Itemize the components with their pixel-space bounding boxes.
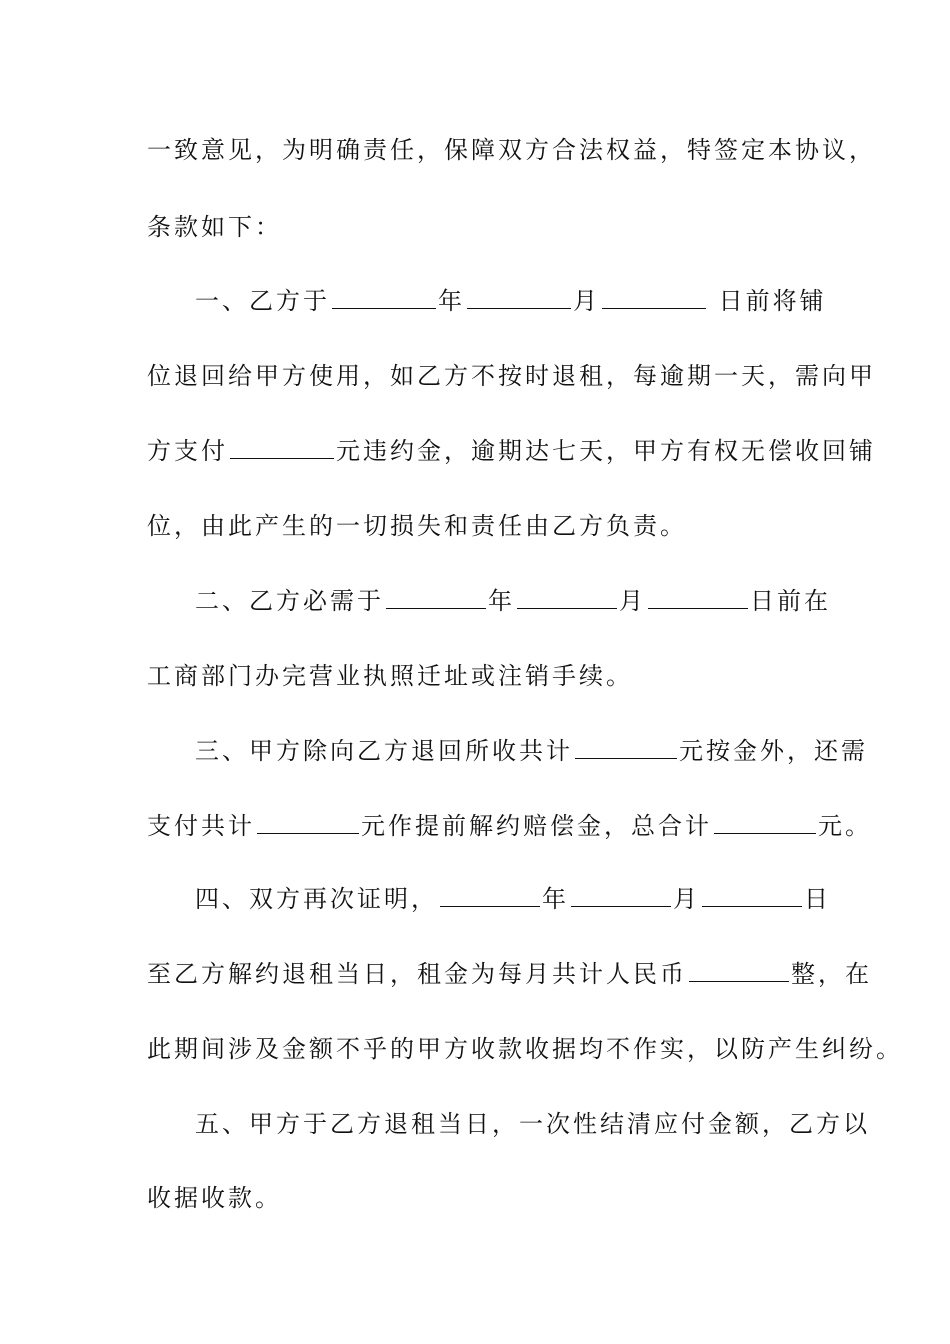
text: 位，由此产生的一切损失和责任由乙方负责。 bbox=[147, 512, 687, 540]
fill-in-blank-rent[interactable] bbox=[689, 959, 789, 982]
text: 元按金外，还需 bbox=[679, 737, 868, 765]
text: 元作提前解约赔偿金，总合计 bbox=[361, 812, 712, 840]
fill-in-blank-year[interactable] bbox=[386, 586, 486, 609]
fill-in-blank-day[interactable] bbox=[648, 586, 748, 609]
clause-3-line bbox=[195, 736, 868, 766]
text: 日 bbox=[804, 885, 831, 913]
text: 月 bbox=[573, 287, 600, 315]
fill-in-blank-year[interactable] bbox=[440, 884, 540, 907]
fill-in-blank-day[interactable] bbox=[702, 884, 802, 907]
text-line bbox=[147, 135, 876, 165]
fill-in-blank-penalty[interactable] bbox=[230, 436, 334, 459]
fill-in-blank-month[interactable] bbox=[467, 286, 571, 309]
text: 一致意见，为明确责任，保障双方合法权益，特签定本协议， bbox=[147, 136, 876, 164]
fill-in-blank-total[interactable] bbox=[714, 811, 816, 834]
text: 支付共计 bbox=[147, 812, 255, 840]
text-line bbox=[147, 661, 807, 691]
text: 元。 bbox=[818, 812, 872, 840]
text: 年 bbox=[488, 587, 515, 615]
text: 工商部门办完营业执照迁址或注销手续。 bbox=[147, 662, 633, 690]
clause-4-line bbox=[195, 884, 831, 914]
text: 月 bbox=[673, 885, 700, 913]
text-line bbox=[147, 436, 876, 466]
text: 收据收款。 bbox=[147, 1184, 282, 1212]
text-line bbox=[147, 959, 872, 989]
text-line bbox=[147, 361, 876, 391]
text-line bbox=[147, 1034, 903, 1064]
clause-1-line bbox=[195, 286, 827, 316]
text: 日前将铺 bbox=[708, 287, 827, 315]
fill-in-blank-day[interactable] bbox=[602, 286, 706, 309]
clause-2-line bbox=[195, 586, 831, 616]
text: 四、双方再次证明， bbox=[195, 885, 438, 913]
text: 元违约金，逾期达七天，甲方有权无偿收回铺 bbox=[336, 437, 876, 465]
fill-in-blank-compensation[interactable] bbox=[257, 811, 359, 834]
text: 二、乙方必需于 bbox=[195, 587, 384, 615]
text-line bbox=[147, 212, 807, 242]
text: 此期间涉及金额不乎的甲方收款收据均不作实，以防产生纠纷。 bbox=[147, 1035, 903, 1063]
text: 位退回给甲方使用，如乙方不按时退租，每逾期一天，需向甲 bbox=[147, 362, 876, 390]
text: 月 bbox=[619, 587, 646, 615]
text: 年 bbox=[542, 885, 569, 913]
text: 整，在 bbox=[791, 960, 872, 988]
text: 方支付 bbox=[147, 437, 228, 465]
text: 年 bbox=[438, 287, 465, 315]
text: 三、甲方除向乙方退回所收共计 bbox=[195, 737, 573, 765]
fill-in-blank-year[interactable] bbox=[332, 286, 436, 309]
fill-in-blank-month[interactable] bbox=[571, 884, 671, 907]
fill-in-blank-month[interactable] bbox=[517, 586, 617, 609]
text-line bbox=[147, 811, 872, 841]
text: 五、甲方于乙方退租当日，一次性结清应付金额，乙方以 bbox=[195, 1110, 870, 1138]
text-line bbox=[147, 1183, 807, 1213]
text: 一、乙方于 bbox=[195, 287, 330, 315]
clause-5-line bbox=[195, 1109, 870, 1139]
fill-in-blank-deposit[interactable] bbox=[575, 736, 677, 759]
text: 日前在 bbox=[750, 587, 831, 615]
text-line bbox=[147, 511, 807, 541]
text: 条款如下： bbox=[147, 213, 282, 241]
text: 至乙方解约退租当日，租金为每月共计人民币 bbox=[147, 960, 687, 988]
